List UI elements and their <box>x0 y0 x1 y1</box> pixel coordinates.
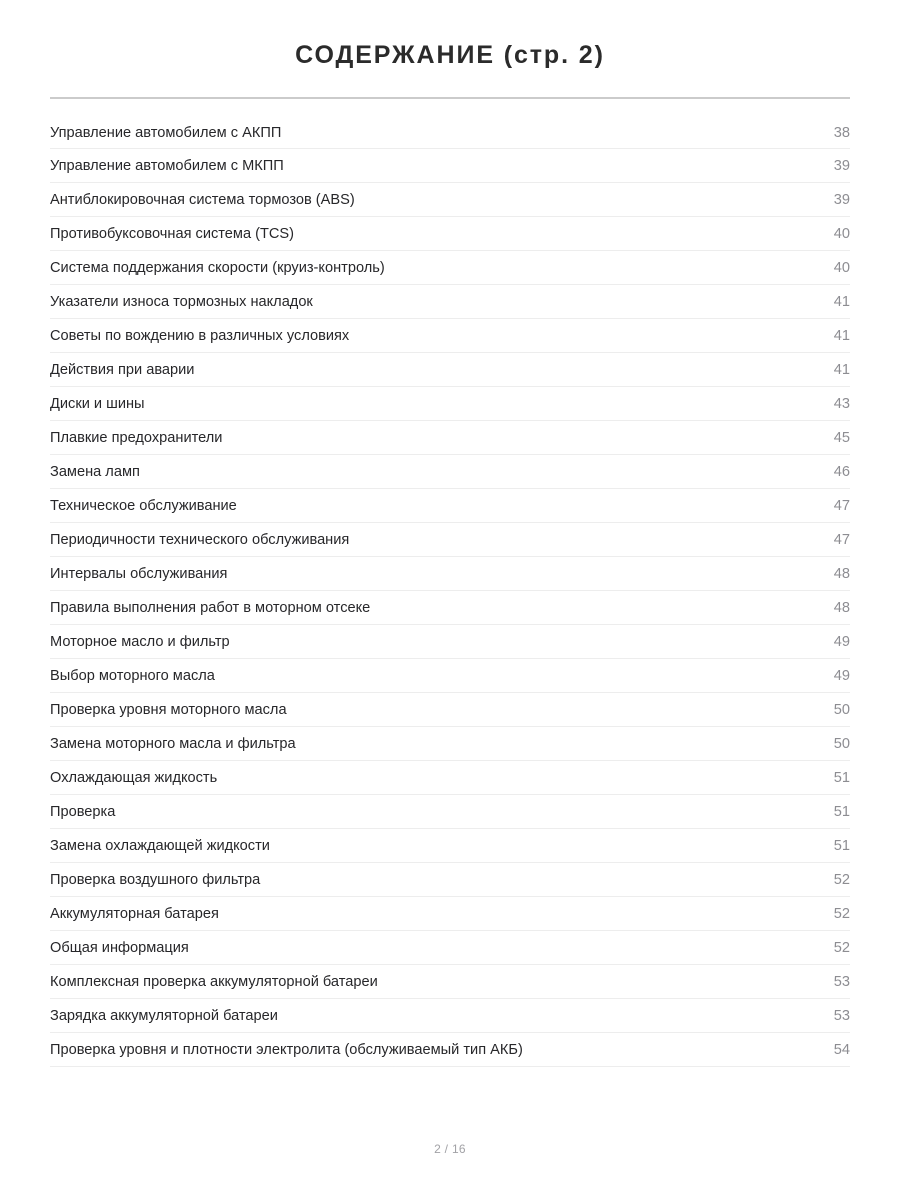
toc-entry-label: Действия при аварии <box>50 362 195 378</box>
toc-entry-page-number: 45 <box>833 430 850 446</box>
toc-entry[interactable] <box>50 693 850 727</box>
toc-entry-page-number: 49 <box>833 634 850 650</box>
toc-entry-label: Проверка <box>50 804 116 820</box>
toc-entry[interactable] <box>50 931 850 965</box>
toc-entry[interactable] <box>50 761 850 795</box>
toc-entry-label: Техническое обслуживание <box>50 498 237 514</box>
toc-entry-label: Замена ламп <box>50 464 140 480</box>
toc-entry-label: Интервалы обслуживания <box>50 566 228 582</box>
toc-entry-label: Охлаждающая жидкость <box>50 770 218 786</box>
toc-entry-label: Замена охлаждающей жидкости <box>50 838 270 854</box>
toc-entry-label: Проверка воздушного фильтра <box>50 872 261 888</box>
toc-entry-page-number: 41 <box>833 328 850 344</box>
toc-entry-label: Диски и шины <box>50 396 145 412</box>
toc-entry[interactable] <box>50 829 850 863</box>
toc-entry-page-number: 41 <box>833 362 850 378</box>
toc-entry-label: Моторное масло и фильтр <box>50 634 230 650</box>
toc-entry-page-number: 51 <box>833 770 850 786</box>
toc-entry-page-number: 48 <box>833 566 850 582</box>
toc-entry-label: Указатели износа тормозных накладок <box>50 294 313 310</box>
toc-entry[interactable] <box>50 591 850 625</box>
toc-entry[interactable] <box>50 285 850 319</box>
toc-entry[interactable] <box>50 115 850 149</box>
toc-entry-label: Замена моторного масла и фильтра <box>50 736 296 752</box>
toc-entry[interactable] <box>50 727 850 761</box>
toc-entry[interactable] <box>50 183 850 217</box>
toc-entry-page-number: 41 <box>833 294 850 310</box>
toc-entry-page-number: 50 <box>833 736 850 752</box>
toc-entry-page-number: 53 <box>833 1008 850 1024</box>
toc-entry[interactable] <box>50 217 850 251</box>
toc-entry-label: Советы по вождению в различных условиях <box>50 328 350 344</box>
toc-entry-label: Антиблокировочная система тормозов (ABS) <box>50 192 355 208</box>
toc-entry-page-number: 40 <box>833 260 850 276</box>
toc-entry-label: Система поддержания скорости (круиз-контроль) <box>50 260 385 276</box>
toc-entry-page-number: 49 <box>833 668 850 684</box>
toc-entry[interactable] <box>50 421 850 455</box>
toc-entry-page-number: 43 <box>833 396 850 412</box>
toc-entry-page-number: 47 <box>833 532 850 548</box>
toc-entry[interactable] <box>50 795 850 829</box>
toc-entry-label: Выбор моторного масла <box>50 668 215 684</box>
toc-entry-label: Зарядка аккумуляторной батареи <box>50 1008 278 1024</box>
toc-entry-page-number: 52 <box>833 940 850 956</box>
toc-entry-page-number: 51 <box>833 838 850 854</box>
toc-entry-label: Управление автомобилем с МКПП <box>50 158 284 174</box>
toc-entry[interactable] <box>50 251 850 285</box>
toc-entry-page-number: 38 <box>833 125 850 141</box>
title-divider <box>50 97 850 99</box>
toc-entry-label: Общая информация <box>50 940 189 956</box>
toc-entry[interactable] <box>50 319 850 353</box>
toc-entry-page-number: 47 <box>833 498 850 514</box>
toc-entry-page-number: 46 <box>833 464 850 480</box>
page-title: СОДЕРЖАНИЕ (стр. 2) <box>295 41 605 69</box>
toc-entry-page-number: 53 <box>833 974 850 990</box>
toc-entry[interactable] <box>50 965 850 999</box>
toc-entry-label: Проверка уровня и плотности электролита (обслуживаемый тип АКБ) <box>50 1042 523 1058</box>
toc-entry[interactable] <box>50 557 850 591</box>
toc-entry-label: Периодичности технического обслуживания <box>50 532 350 548</box>
table-of-contents <box>50 115 850 1067</box>
toc-entry[interactable] <box>50 999 850 1033</box>
toc-entry[interactable] <box>50 863 850 897</box>
toc-entry[interactable] <box>50 489 850 523</box>
toc-entry[interactable] <box>50 353 850 387</box>
toc-entry-page-number: 54 <box>833 1042 850 1058</box>
toc-entry[interactable] <box>50 659 850 693</box>
toc-entry-page-number: 40 <box>833 226 850 242</box>
toc-entry-page-number: 52 <box>833 872 850 888</box>
toc-entry-label: Плавкие предохранители <box>50 430 223 446</box>
toc-entry-label: Аккумуляторная батарея <box>50 906 219 922</box>
toc-entry-label: Проверка уровня моторного масла <box>50 702 287 718</box>
toc-entry[interactable] <box>50 897 850 931</box>
toc-entry[interactable] <box>50 149 850 183</box>
toc-entry-page-number: 50 <box>833 702 850 718</box>
toc-entry[interactable] <box>50 387 850 421</box>
toc-entry-label: Управление автомобилем с АКПП <box>50 125 282 141</box>
toc-entry[interactable] <box>50 523 850 557</box>
toc-entry[interactable] <box>50 1033 850 1067</box>
toc-entry-page-number: 39 <box>833 192 850 208</box>
toc-entry-label: Правила выполнения работ в моторном отсеке <box>50 600 371 616</box>
toc-entry[interactable] <box>50 455 850 489</box>
page-footer: 2 / 16 <box>434 1142 466 1156</box>
toc-entry-label: Комплексная проверка аккумуляторной батареи <box>50 974 378 990</box>
toc-entry-page-number: 52 <box>833 906 850 922</box>
toc-entry-label: Противобуксовочная система (TCS) <box>50 226 295 242</box>
toc-entry[interactable] <box>50 625 850 659</box>
toc-entry-page-number: 39 <box>833 158 850 174</box>
toc-entry-page-number: 51 <box>833 804 850 820</box>
toc-entry-page-number: 48 <box>833 600 850 616</box>
